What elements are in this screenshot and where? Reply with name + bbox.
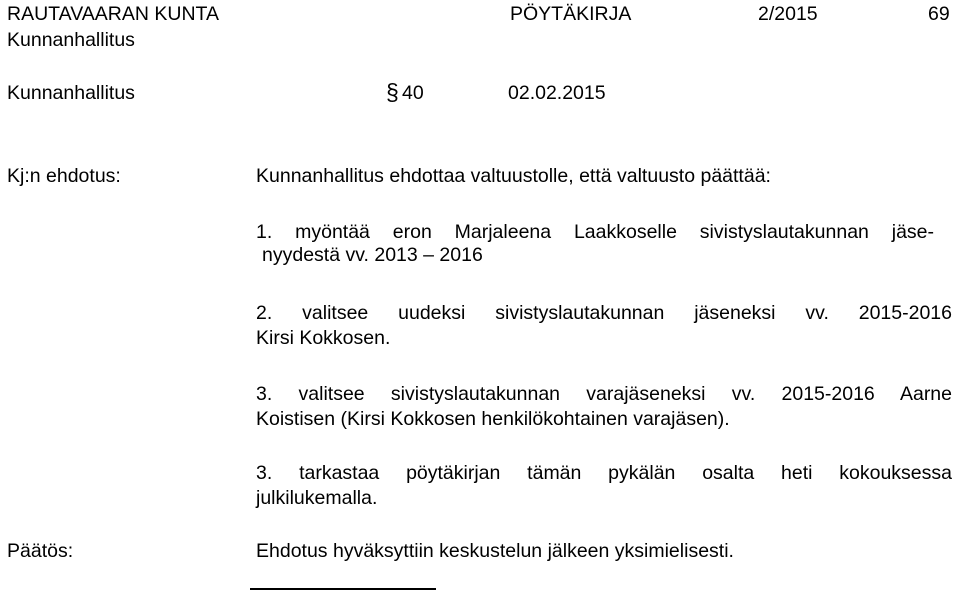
proposal-item-3-line-2: Koistisen (Kirsi Kokkosen henkilökohtainen varajäsen). [256, 408, 730, 430]
proposal-item-2-line-1: 2. valitsee uudeksi sivistyslautakunnan jäseneksi vv. 2015-2016 [256, 302, 952, 324]
proposal-item-3-line-1: 3. valitsee sivistyslautakunnan varajäseneksi vv. 2015-2016 Aarne [256, 383, 952, 405]
section-number: 40 [402, 82, 424, 104]
page-number: 69 [928, 3, 950, 25]
proposal-item-1-line-2: nyydestä vv. 2013 – 2016 [262, 244, 483, 266]
proposal-item-2-line-2: Kirsi Kokkosen. [256, 327, 391, 349]
decision-label: Päätös: [7, 540, 74, 562]
proposal-item-4-line-2: julkilukemalla. [256, 487, 378, 509]
svg-text:§: § [386, 79, 399, 105]
meeting-body: Kunnanhallitus [7, 82, 135, 104]
document-number: 2/2015 [758, 3, 818, 25]
signature-rule [250, 588, 436, 590]
proposal-item-4-line-1: 3. tarkastaa pöytäkirjan tämän pykälän osalta heti kokouksessa [256, 462, 952, 484]
proposal-item-2 [256, 301, 952, 351]
proposal-item-4 [256, 461, 952, 511]
proposal-item-3 [256, 382, 952, 432]
proposal-item-1-line-1: 1. myöntää eron Marjaleena Laakkoselle sivistyslautakunnan jäse- [256, 221, 934, 243]
section-sign-icon [385, 79, 401, 105]
document-type: PÖYTÄKIRJA [510, 3, 632, 25]
proposal-intro: Kunnanhallitus ehdottaa valtuustolle, että valtuusto päättää: [256, 165, 771, 187]
proposal-label: Kj:n ehdotus: [7, 165, 121, 187]
header-body-name: Kunnanhallitus [7, 29, 135, 51]
proposal-item-1 [256, 220, 934, 245]
decision-text: Ehdotus hyväksyttiin keskustelun jälkeen yksimielisesti. [256, 540, 734, 562]
meeting-date: 02.02.2015 [508, 82, 606, 104]
organization-name: RAUTAVAARAN KUNTA [7, 3, 219, 25]
